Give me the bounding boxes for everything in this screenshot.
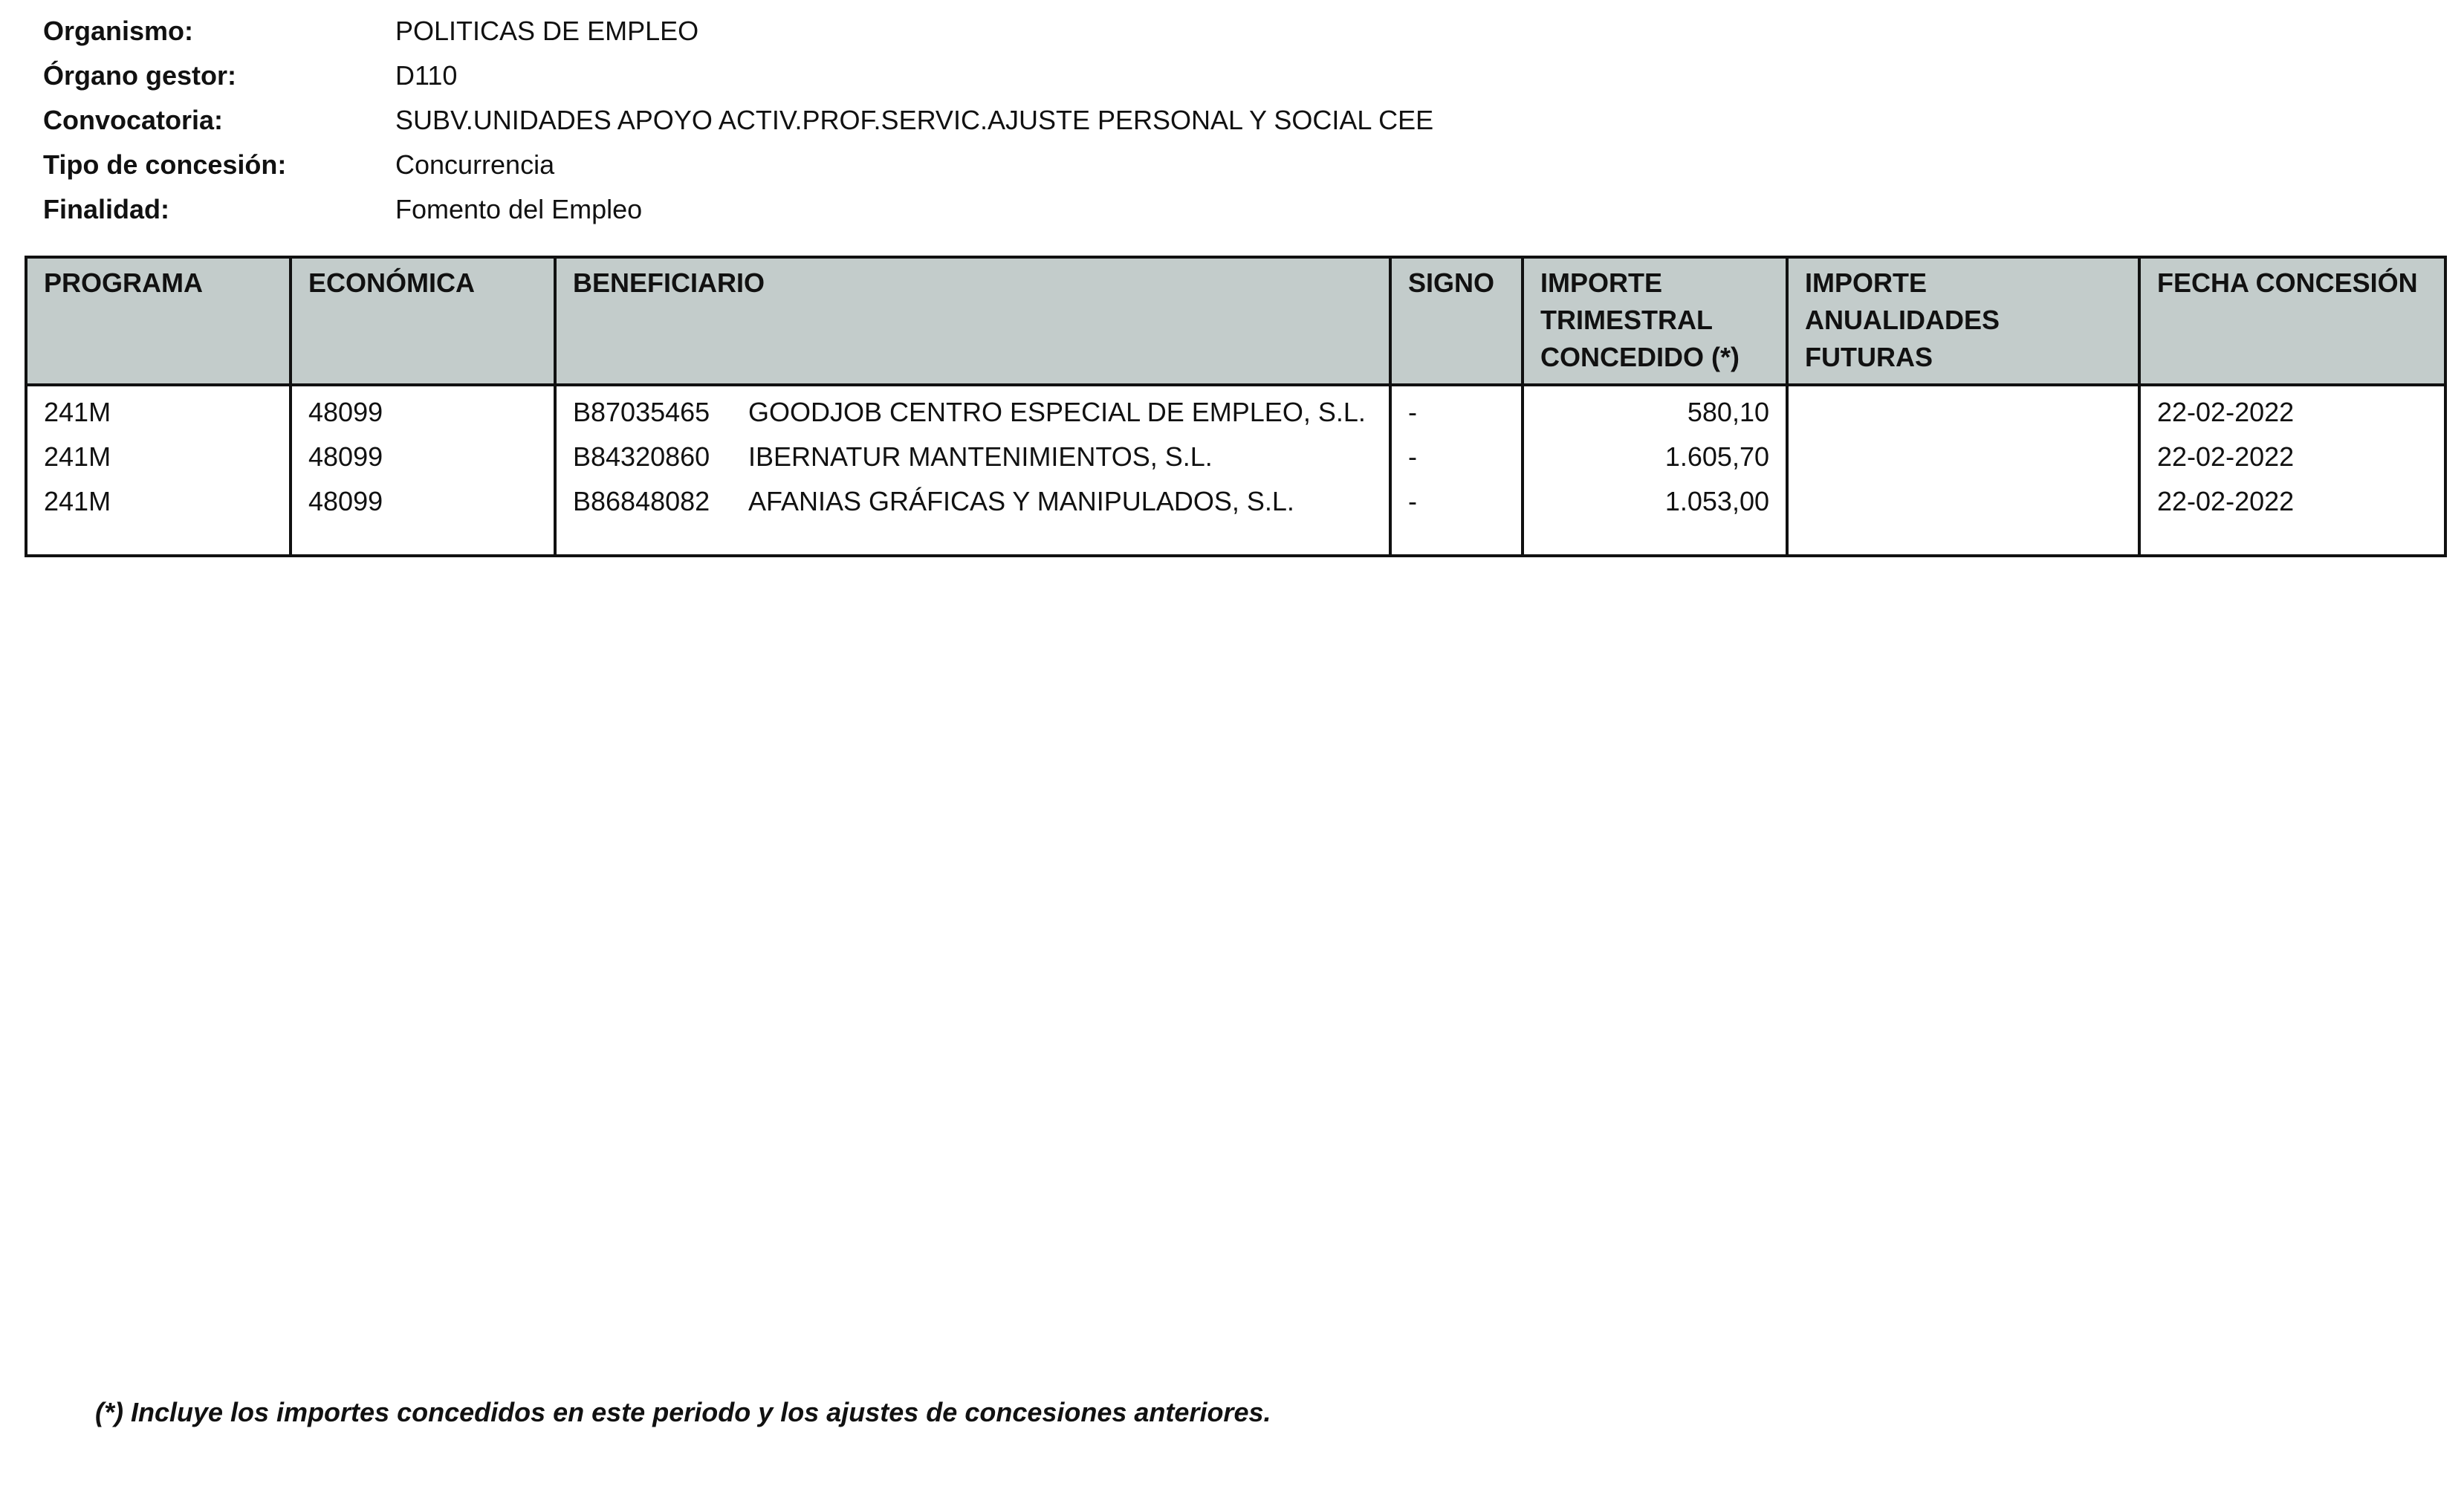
cell-programa: 241M [26, 385, 291, 431]
cell-importe-trimestral: 1.605,70 [1523, 431, 1787, 476]
cell-programa: 241M [26, 476, 291, 556]
header-economica: ECONÓMICA [291, 257, 555, 385]
convocatoria-label: Convocatoria: [43, 105, 224, 135]
organo-gestor-label: Órgano gestor: [43, 60, 237, 91]
header-fecha-concesion: FECHA CONCESIÓN [2139, 257, 2445, 385]
table-header-row [26, 257, 2445, 385]
cell-economica: 48099 [291, 385, 555, 431]
finalidad-label: Finalidad: [43, 194, 169, 224]
cell-importe-trimestral: 580,10 [1523, 385, 1787, 431]
header-importe-anualidades: IMPORTE ANUALIDADES FUTURAS [1787, 257, 2139, 385]
table-row [26, 431, 2445, 476]
cell-beneficiario [555, 476, 1390, 556]
finalidad-value: Fomento del Empleo [395, 194, 643, 224]
table-row [26, 476, 2445, 556]
header-signo: SIGNO [1390, 257, 1523, 385]
cell-importe-anualidades [1787, 431, 2139, 476]
cell-signo: - [1390, 476, 1523, 556]
beneficiary-name: IBERNATUR MANTENIMIENTOS, S.L. [748, 441, 1213, 472]
organismo-value: POLITICAS DE EMPLEO [395, 16, 699, 46]
tipo-concesion-value: Concurrencia [395, 149, 555, 180]
beneficiary-cif: B87035465 [573, 397, 710, 427]
convocatoria-row [43, 98, 1433, 143]
organismo-row [43, 9, 1433, 53]
organismo-label: Organismo: [43, 16, 194, 46]
cell-fecha-concesion: 22-02-2022 [2139, 476, 2445, 556]
cell-beneficiario [555, 431, 1390, 476]
beneficiary-cif: B84320860 [573, 441, 710, 472]
header-programa: PROGRAMA [26, 257, 291, 385]
header-importe-trimestral: IMPORTE TRIMESTRAL CONCEDIDO (*) [1523, 257, 1787, 385]
cell-importe-anualidades [1787, 476, 2139, 556]
organo-gestor-row [43, 53, 1433, 98]
cell-importe-trimestral: 1.053,00 [1523, 476, 1787, 556]
cell-signo: - [1390, 431, 1523, 476]
beneficiary-cif: B86848082 [573, 486, 710, 516]
beneficiary-name: GOODJOB CENTRO ESPECIAL DE EMPLEO, S.L. [748, 397, 1366, 427]
beneficiary-name: AFANIAS GRÁFICAS Y MANIPULADOS, S.L. [748, 486, 1294, 516]
header-beneficiario: BENEFICIARIO [555, 257, 1390, 385]
tipo-concesion-label: Tipo de concesión: [43, 149, 287, 180]
finalidad-row [43, 187, 1433, 232]
cell-economica: 48099 [291, 476, 555, 556]
cell-beneficiario [555, 385, 1390, 431]
cell-fecha-concesion: 22-02-2022 [2139, 431, 2445, 476]
convocatoria-value: SUBV.UNIDADES APOYO ACTIV.PROF.SERVIC.AJUSTE PERSONAL Y SOCIAL CEE [395, 105, 1434, 135]
table-row [26, 385, 2445, 431]
tipo-concesion-row [43, 143, 1433, 187]
cell-signo: - [1390, 385, 1523, 431]
cell-economica: 48099 [291, 431, 555, 476]
grants-table [25, 256, 2447, 557]
grant-metadata [43, 9, 1433, 232]
cell-fecha-concesion: 22-02-2022 [2139, 385, 2445, 431]
cell-programa: 241M [26, 431, 291, 476]
organo-gestor-value: D110 [395, 60, 458, 91]
cell-importe-anualidades [1787, 385, 2139, 431]
footnote: (*) Incluye los importes concedidos en este periodo y los ajustes de concesiones anteriores. [95, 1397, 1271, 1427]
